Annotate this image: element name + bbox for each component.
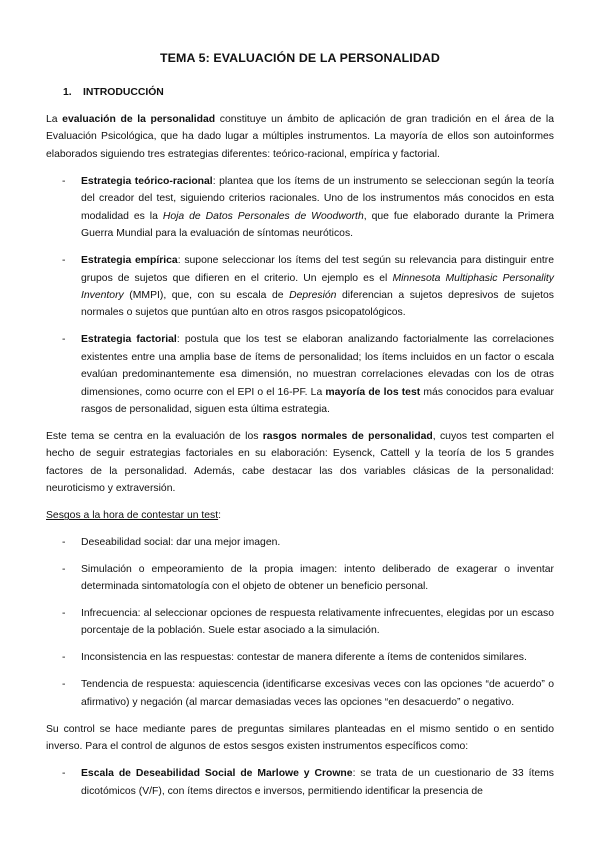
strategy-text: : plantea que los ítems de un instrumento se seleccionan según la teoría del creador del test, siguiendo criterios racionales. Uno de los instrumentos más conocidos en esta modalidad es la bbox=[81, 176, 554, 222]
bullet-dash: - bbox=[62, 679, 66, 691]
section-label: INTRODUCCIÓN bbox=[83, 87, 164, 99]
strategy-text: : supone seleccionar los ítems del test según su relevancia para distinguir entre grupos de sujetos que difieren en el criterio. Un ejemplo es el bbox=[81, 255, 554, 284]
intro-text-2: constituye un ámbito de aplicación de gran tradición en el área de la Evaluación Psicológica, que ha dado lugar a múltiples instrumentos. La mayoría de ellos son autoinformes elaborados siguiendo tres estrategias diferentes: teórico-racional, empírica y factorial. bbox=[46, 113, 554, 160]
section-number: 1. bbox=[63, 87, 72, 99]
bias-text: Deseabilidad social: dar una mejor imagen. bbox=[81, 536, 281, 548]
bullet-dash: - bbox=[62, 652, 66, 664]
normal-bold: rasgos normales de personalidad bbox=[262, 430, 433, 442]
strategy-text: (MMPI), que, con su escala de bbox=[123, 289, 290, 301]
strategy-term: Estrategia empírica bbox=[81, 255, 178, 267]
bias-item bbox=[46, 605, 554, 640]
bullet-dash: - bbox=[62, 536, 66, 548]
scale-item bbox=[46, 765, 554, 800]
strategy-item-theoretical bbox=[46, 173, 554, 243]
section-heading bbox=[63, 84, 554, 101]
strategy-item-empirical bbox=[46, 252, 554, 322]
strategy-text: más conocidos para evaluar rasgos de personalidad, siguen esta última estrategia. bbox=[81, 386, 554, 415]
bias-text: Inconsistencia en las respuestas: contestar de manera diferente a ítems de contenidos similares. bbox=[81, 652, 527, 664]
bias-text: Infrecuencia: al seleccionar opciones de respuesta relativamente infrecuentes, elegidas por un escaso porcentaje de la población. Suele estar asociado a la simulación. bbox=[81, 608, 554, 637]
strategy-term: Estrategia teórico-racional bbox=[81, 176, 213, 188]
control-paragraph: Su control se hace mediante pares de preguntas similares planteadas en el mismo sentido o en sentido inverso. Para el control de algunos de estos sesgos existen instrumentos específicos como: bbox=[46, 723, 554, 752]
intro-paragraph bbox=[46, 111, 554, 163]
scale-name: Escala de Deseabilidad Social de Marlowe y Crowne bbox=[81, 768, 353, 780]
scales-list bbox=[46, 765, 554, 800]
bullet-dash: - bbox=[62, 176, 66, 188]
bias-item bbox=[46, 561, 554, 596]
normal-text-2: , cuyos test comparten el hecho de seguir estrategias factoriales en su elaboración: Eysenck, Cattell y la teoría de los 5 grandes factores de la personalidad. Además, cabe destacar las dos variables clásicas de la personalidad: neuroticismo y extraversión. bbox=[46, 430, 554, 495]
bullet-dash: - bbox=[62, 334, 66, 346]
bias-item bbox=[46, 649, 554, 666]
bias-item bbox=[46, 676, 554, 711]
bullet-dash: - bbox=[62, 768, 66, 780]
strategy-text: : postula que los test se elaboran analizando factorialmente las correlaciones existentes entre una amplia base de ítems de personalidad; los ítems incluidos en un factor o escala evalúan predominantemente esa dimensión, no muestran correlaciones elevadas con los de otras dimensiones, como ocurre con el EPI o el 16-PF. La bbox=[81, 334, 554, 398]
normal-traits-paragraph bbox=[46, 428, 554, 498]
bias-text: Simulación o empeoramiento de la propia imagen: intento deliberado de exagerar o inventar determinada sintomatología con el objeto de obtener un beneficio personal. bbox=[81, 563, 554, 593]
biases-heading-text: Sesgos a la hora de contestar un test bbox=[46, 510, 219, 522]
strategy-list bbox=[46, 173, 554, 418]
biases-heading-colon: : bbox=[218, 510, 222, 522]
bullet-dash: - bbox=[62, 563, 66, 575]
page-title: TEMA 5: EVALUACIÓN DE LA PERSONALIDAD bbox=[160, 51, 440, 65]
strategy-item-factorial bbox=[46, 331, 554, 418]
normal-text-1: Este tema se centra en la evaluación de los bbox=[46, 430, 263, 442]
strategy-term: Estrategia factorial bbox=[81, 334, 177, 346]
bias-text: Tendencia de respuesta: aquiescencia (identificarse excesivas veces con las opciones “de acuerdo” o afirmativo) y negación (al marcar demasiadas veces las opciones “en desacuerdo” o negativo. bbox=[81, 679, 554, 708]
strategy-italic: Hoja de Datos Personales de Woodworth bbox=[162, 210, 364, 222]
bullet-dash: - bbox=[62, 608, 66, 620]
strategy-italic: Depresión bbox=[289, 289, 337, 301]
strategy-bold: mayoría de los test bbox=[325, 386, 421, 398]
scale-text: : se trata de un cuestionario de 33 ítems dicotómicos (V/F), con ítems directos e inversos, permitiendo identificar la presencia de bbox=[81, 768, 554, 797]
strategy-text: diferencian a sujetos depresivos de sujetos normales o sujetos que puntúan alto en otros rasgos psicopatológicos. bbox=[81, 289, 555, 319]
bias-item bbox=[46, 534, 554, 551]
bullet-dash: - bbox=[62, 255, 66, 267]
strategy-text: , que fue elaborado durante la Primera Guerra Mundial para la evaluación de síntomas neuróticos. bbox=[81, 210, 554, 240]
intro-text-1: La bbox=[46, 113, 63, 125]
biases-list bbox=[46, 534, 554, 711]
biases-heading bbox=[46, 507, 554, 524]
intro-bold: evaluación de la personalidad bbox=[62, 113, 216, 125]
strategy-italic: Minnesota Multiphasic Personality Inventory bbox=[81, 272, 555, 301]
